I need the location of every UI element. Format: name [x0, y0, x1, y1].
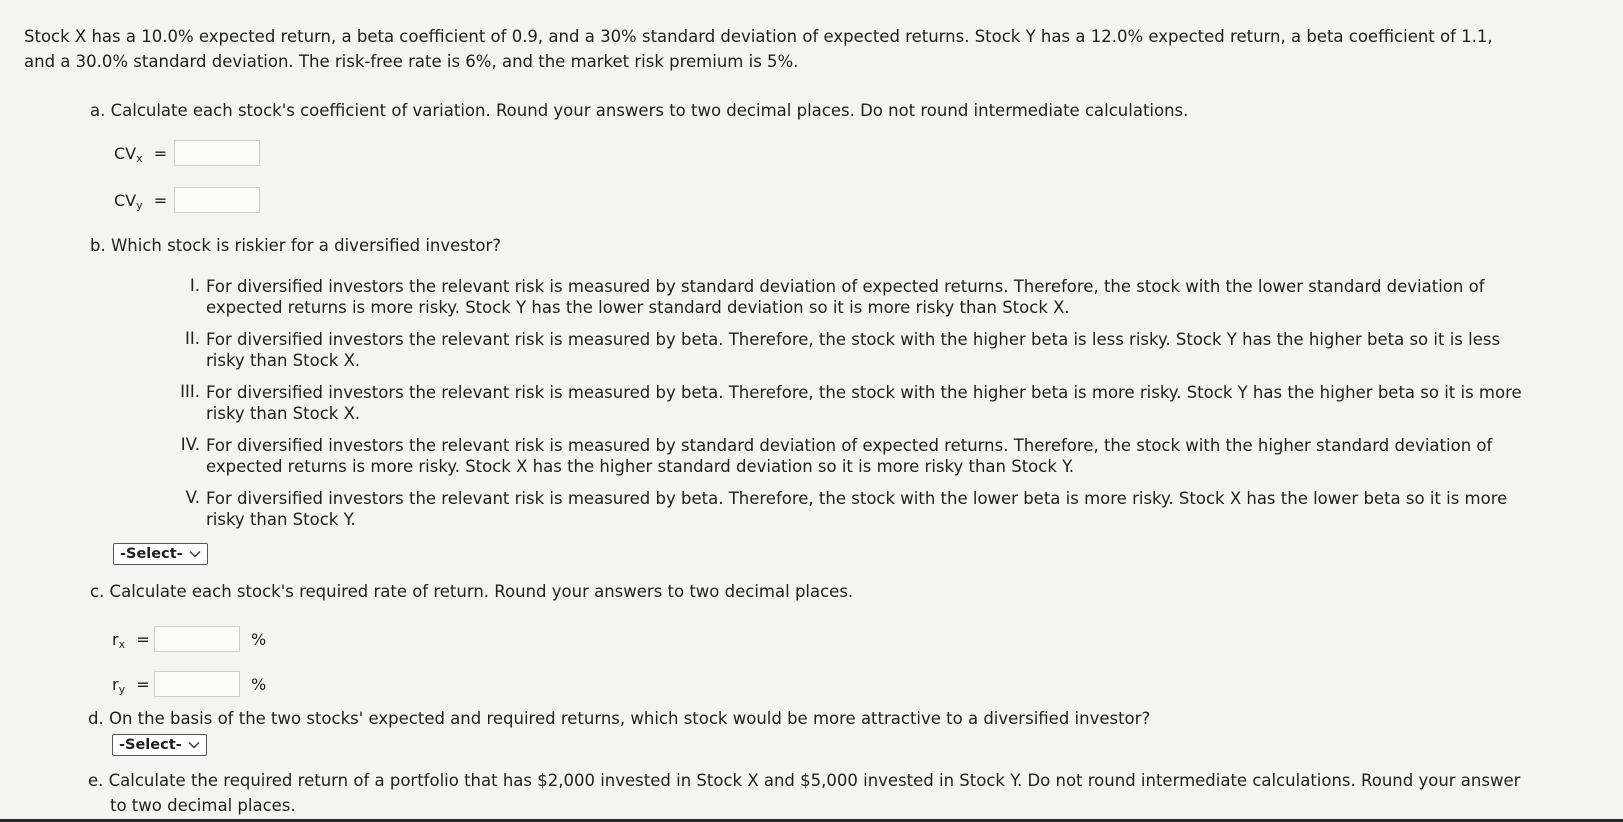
problem-statement	[24, 24, 1493, 74]
part-d-question: d. On the basis of the two stocks' expected and required returns, which stock would be more attractive to a diversified investor?	[88, 709, 1151, 728]
part-b-select[interactable]	[113, 543, 208, 565]
part-c-question: c. Calculate each stock's required rate of return. Round your answers to two decimal places.	[90, 582, 854, 601]
option-iv-line-2: expected returns is more risky. Stock X has the higher standard deviation so it is more risky than Stock Y.	[206, 457, 1075, 476]
cvx-label-sub: x	[136, 152, 143, 165]
part-d-select-label: -Select-	[119, 736, 182, 753]
cvy-label	[114, 191, 167, 212]
option-v-text	[206, 488, 1507, 530]
cvy-label-sub: y	[136, 199, 143, 212]
rx-label	[112, 630, 150, 651]
chevron-down-icon	[188, 739, 200, 751]
part-e-line-1: e. Calculate the required return of a portfolio that has $2,000 invested in Stock X and $5,000 invested in Stock Y. Do not round intermediate calculations. Round your answer	[88, 771, 1521, 790]
ry-equals: =	[136, 675, 150, 694]
option-i-line-1: For diversified investors the relevant risk is measured by standard deviation of expected returns. Therefore, the stock with the lower standard deviation of	[206, 277, 1485, 296]
option-iv-number: IV.	[180, 435, 200, 454]
option-ii-line-2: risky than Stock X.	[206, 351, 361, 370]
rx-equals: =	[136, 630, 150, 649]
cvx-label	[114, 144, 167, 165]
ry-label-text: r	[112, 675, 119, 694]
option-iv-text	[206, 435, 1492, 477]
cvx-equals: =	[153, 144, 168, 163]
problem-statement-line-2: and a 30.0% standard deviation. The risk-free rate is 6%, and the market risk premium is 5%.	[24, 52, 799, 71]
part-e-line-2: to two decimal places.	[110, 796, 296, 815]
option-i-number: I.	[189, 276, 200, 295]
part-d-select[interactable]	[112, 734, 207, 756]
rx-label-sub: x	[118, 638, 126, 651]
cvy-label-text: CV	[114, 191, 137, 210]
ry-label-sub: y	[118, 683, 126, 696]
option-ii-text	[206, 329, 1500, 371]
part-e-question	[88, 768, 1520, 818]
option-i-line-2: expected returns is more risky. Stock Y has the lower standard deviation so it is more risky than Stock X.	[206, 298, 1070, 317]
cvy-equals: =	[153, 191, 168, 210]
cvy-input[interactable]	[174, 187, 260, 213]
option-ii-number: II.	[185, 329, 200, 348]
rx-input[interactable]	[154, 626, 240, 652]
rx-label-text: r	[112, 630, 119, 649]
option-iii-number: III.	[180, 382, 200, 401]
cvx-label-text: CV	[114, 144, 137, 163]
option-iii-text	[206, 382, 1522, 424]
option-v-line-2: risky than Stock Y.	[206, 510, 356, 529]
part-a-question: a. Calculate each stock's coefficient of variation. Round your answers to two decimal places. Do not round intermediate calculations.	[90, 101, 1189, 120]
option-iii-line-2: risky than Stock X.	[206, 404, 361, 423]
option-ii-line-1: For diversified investors the relevant risk is measured by beta. Therefore, the stock with the higher beta is less risky. Stock Y has the higher beta so it is less	[206, 330, 1501, 349]
chevron-down-icon	[189, 548, 201, 560]
option-i-text	[206, 276, 1485, 318]
ry-percent: %	[251, 675, 267, 694]
ry-input[interactable]	[154, 671, 240, 697]
ry-label	[112, 675, 150, 696]
part-b-question: b. Which stock is riskier for a diversified investor?	[90, 236, 501, 255]
option-v-line-1: For diversified investors the relevant risk is measured by beta. Therefore, the stock with the lower beta is more risky. Stock X has the lower beta so it is more	[206, 489, 1508, 508]
problem-statement-line-1: Stock X has a 10.0% expected return, a beta coefficient of 0.9, and a 30% standard deviation of expected returns. Stock Y has a 12.0% expected return, a beta coefficient of 1.1,	[24, 27, 1493, 46]
rx-percent: %	[251, 630, 267, 649]
option-iii-line-1: For diversified investors the relevant risk is measured by beta. Therefore, the stock with the higher beta is more risky. Stock Y has the higher beta so it is more	[206, 383, 1522, 402]
part-b-select-label: -Select-	[120, 545, 183, 562]
option-iv-line-1: For diversified investors the relevant risk is measured by standard deviation of expected returns. Therefore, the stock with the higher standard deviation of	[206, 436, 1493, 455]
cvx-input[interactable]	[174, 140, 260, 166]
option-v-number: V.	[185, 488, 200, 507]
